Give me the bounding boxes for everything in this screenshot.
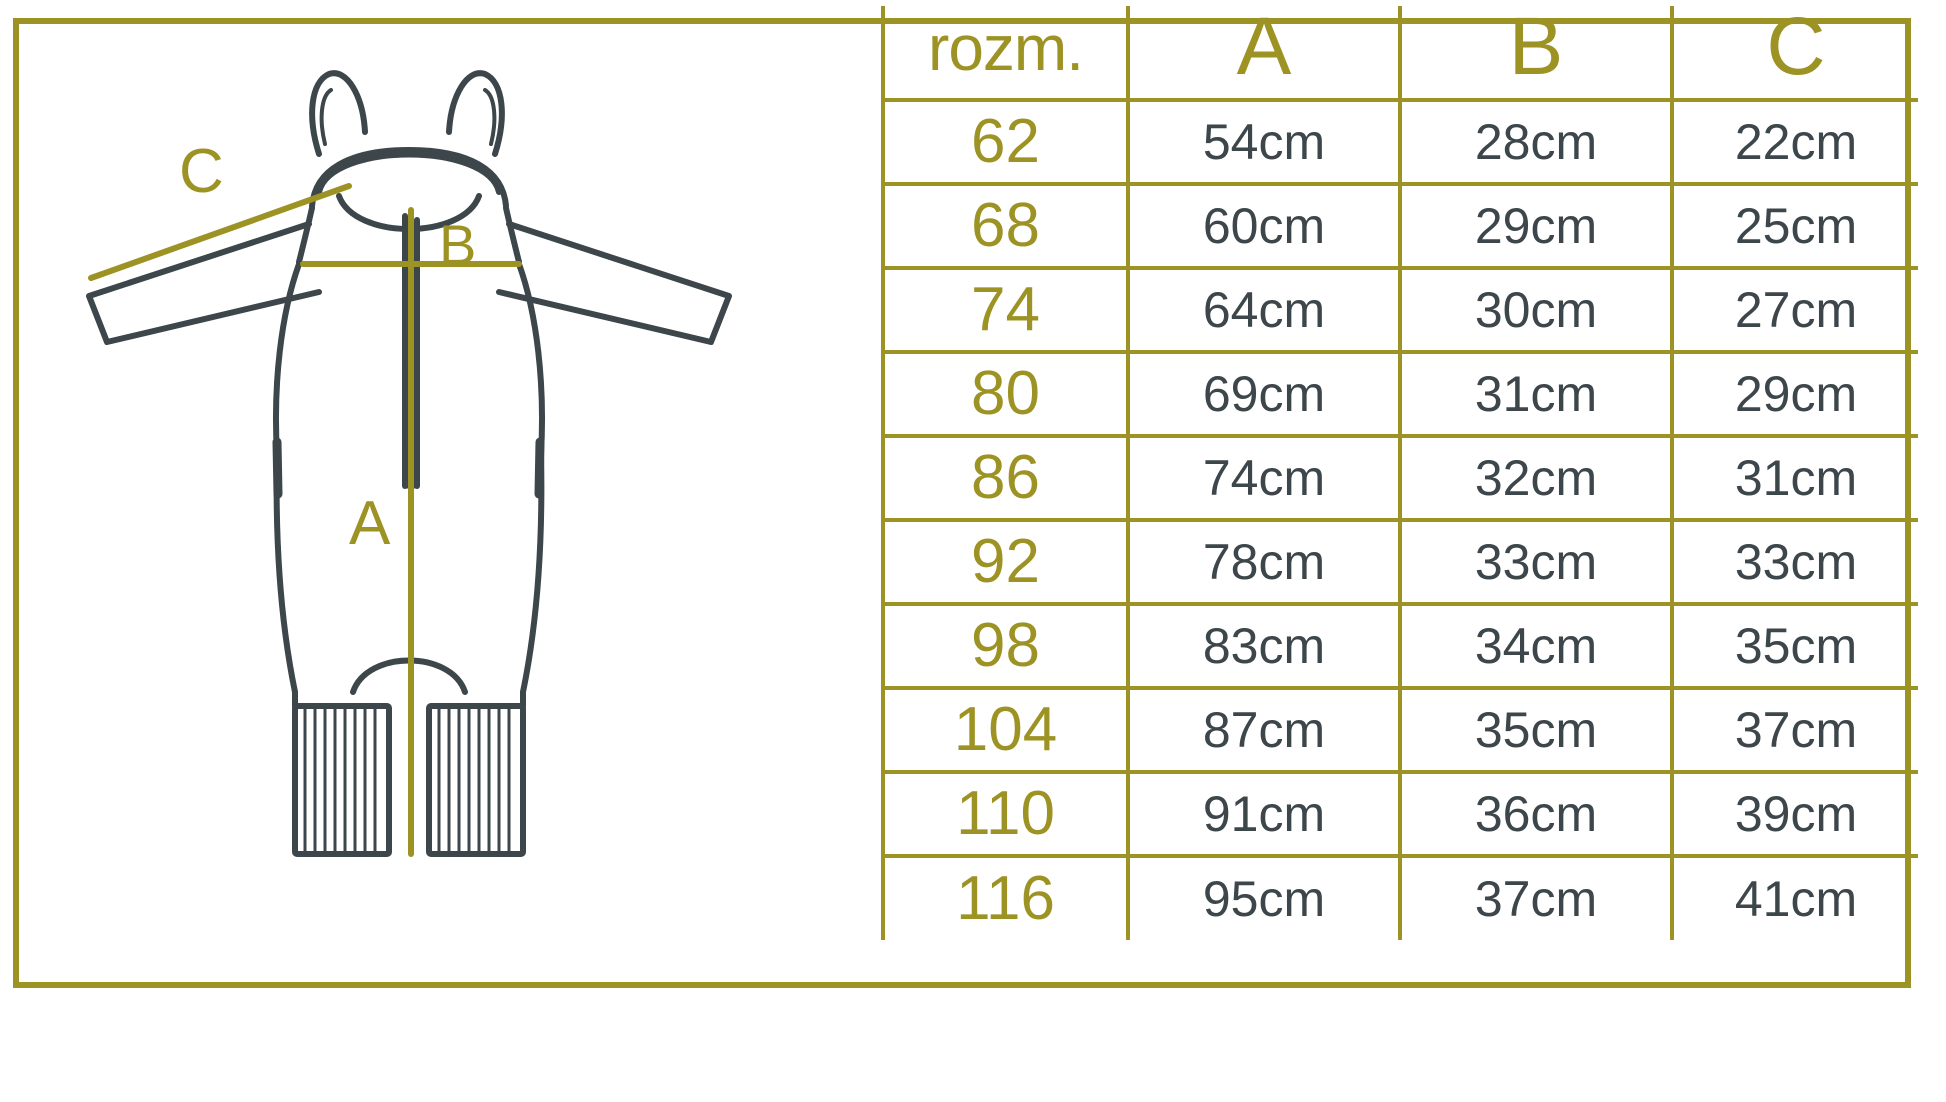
- chart-frame: [13, 1, 1911, 988]
- cell-c: 27cm: [1672, 268, 1918, 352]
- cell-a: 74cm: [1128, 436, 1400, 520]
- cell-c: 35cm: [1672, 604, 1918, 688]
- cell-a: 54cm: [1128, 100, 1400, 184]
- cell-b: 30cm: [1400, 268, 1672, 352]
- table-row: [883, 856, 1918, 940]
- cell-b: 32cm: [1400, 436, 1672, 520]
- size-table-container: [881, 1, 1923, 1006]
- table-row: [883, 520, 1918, 604]
- cell-size: 92: [883, 520, 1128, 604]
- header-b: B: [1400, 6, 1672, 100]
- table-row: [883, 688, 1918, 772]
- cell-a: 87cm: [1128, 688, 1400, 772]
- cell-b: 28cm: [1400, 100, 1672, 184]
- table-row: [883, 352, 1918, 436]
- cell-c: 37cm: [1672, 688, 1918, 772]
- cell-size: 80: [883, 352, 1128, 436]
- header-size: rozm.: [883, 6, 1128, 100]
- garment-illustration: [19, 24, 879, 982]
- label-a: A: [349, 489, 391, 558]
- cell-size: 98: [883, 604, 1128, 688]
- cell-a: 78cm: [1128, 520, 1400, 604]
- cell-b: 31cm: [1400, 352, 1672, 436]
- header-c: C: [1672, 6, 1918, 100]
- table-row: [883, 100, 1918, 184]
- table-row: [883, 268, 1918, 352]
- table-row: [883, 604, 1918, 688]
- cell-a: 83cm: [1128, 604, 1400, 688]
- cell-c: 25cm: [1672, 184, 1918, 268]
- table-row: [883, 436, 1918, 520]
- cell-b: 34cm: [1400, 604, 1672, 688]
- cell-b: 29cm: [1400, 184, 1672, 268]
- cell-a: 60cm: [1128, 184, 1400, 268]
- cell-a: 91cm: [1128, 772, 1400, 856]
- cell-c: 31cm: [1672, 436, 1918, 520]
- cell-size: 116: [883, 856, 1128, 940]
- label-b: B: [439, 213, 477, 276]
- size-table: [881, 1, 1918, 940]
- cell-a: 95cm: [1128, 856, 1400, 940]
- cell-b: 37cm: [1400, 856, 1672, 940]
- cell-c: 22cm: [1672, 100, 1918, 184]
- cell-size: 104: [883, 688, 1128, 772]
- cell-size: 68: [883, 184, 1128, 268]
- header-a: A: [1128, 6, 1400, 100]
- cell-size: 110: [883, 772, 1128, 856]
- cell-size: 74: [883, 268, 1128, 352]
- cell-b: 33cm: [1400, 520, 1672, 604]
- table-row: [883, 184, 1918, 268]
- cell-a: 69cm: [1128, 352, 1400, 436]
- label-c: C: [179, 137, 224, 206]
- cell-b: 36cm: [1400, 772, 1672, 856]
- cell-c: 41cm: [1672, 856, 1918, 940]
- cell-size: 62: [883, 100, 1128, 184]
- cell-a: 64cm: [1128, 268, 1400, 352]
- cell-b: 35cm: [1400, 688, 1672, 772]
- cell-c: 29cm: [1672, 352, 1918, 436]
- cell-size: 86: [883, 436, 1128, 520]
- cell-c: 33cm: [1672, 520, 1918, 604]
- table-header-row: [883, 6, 1918, 100]
- table-row: [883, 772, 1918, 856]
- cell-c: 39cm: [1672, 772, 1918, 856]
